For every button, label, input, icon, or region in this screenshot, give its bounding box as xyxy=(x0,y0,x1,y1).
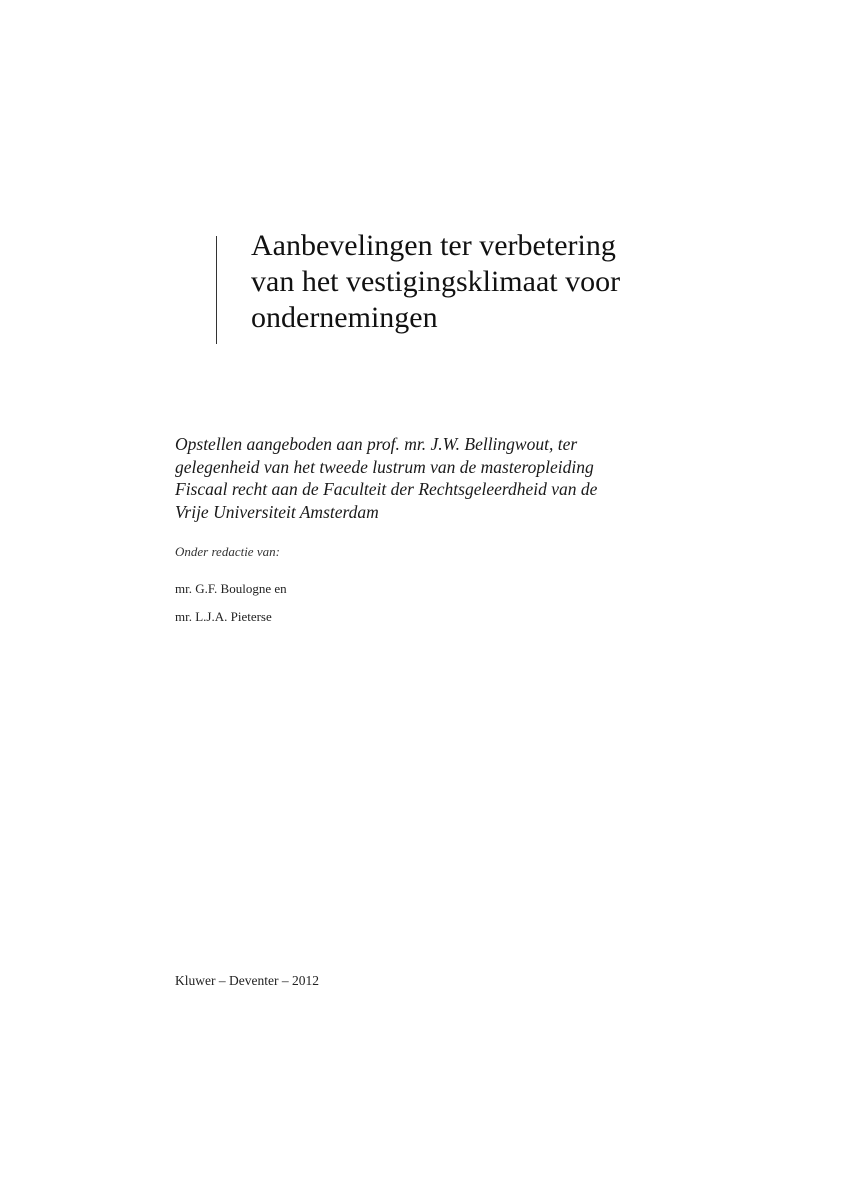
title-vertical-rule xyxy=(216,236,217,344)
book-subtitle-line: Vrije Universiteit Amsterdam xyxy=(175,501,379,522)
book-title-line: van het vestigingsklimaat voor xyxy=(251,265,621,298)
editor-name: mr. L.J.A. Pieterse xyxy=(175,609,272,624)
book-subtitle-line: Opstellen aangeboden aan prof. mr. J.W. Bellingwout, ter xyxy=(175,434,578,454)
publisher-imprint: Kluwer – Deventer – 2012 xyxy=(175,973,319,988)
book-title xyxy=(251,228,771,336)
editor-name: mr. G.F. Boulogne en xyxy=(175,581,287,596)
editors-label: Onder redactie van: xyxy=(175,544,280,559)
book-title-line: ondernemingen xyxy=(251,301,438,334)
book-subtitle-line: gelegenheid van het tweede lustrum van de masteropleiding xyxy=(175,456,594,477)
book-title-line: Aanbevelingen ter verbetering xyxy=(251,229,616,262)
book-subtitle-line: Fiscaal recht aan de Faculteit der Rechtsgeleerdheid van de xyxy=(175,479,598,499)
book-subtitle xyxy=(175,433,735,523)
